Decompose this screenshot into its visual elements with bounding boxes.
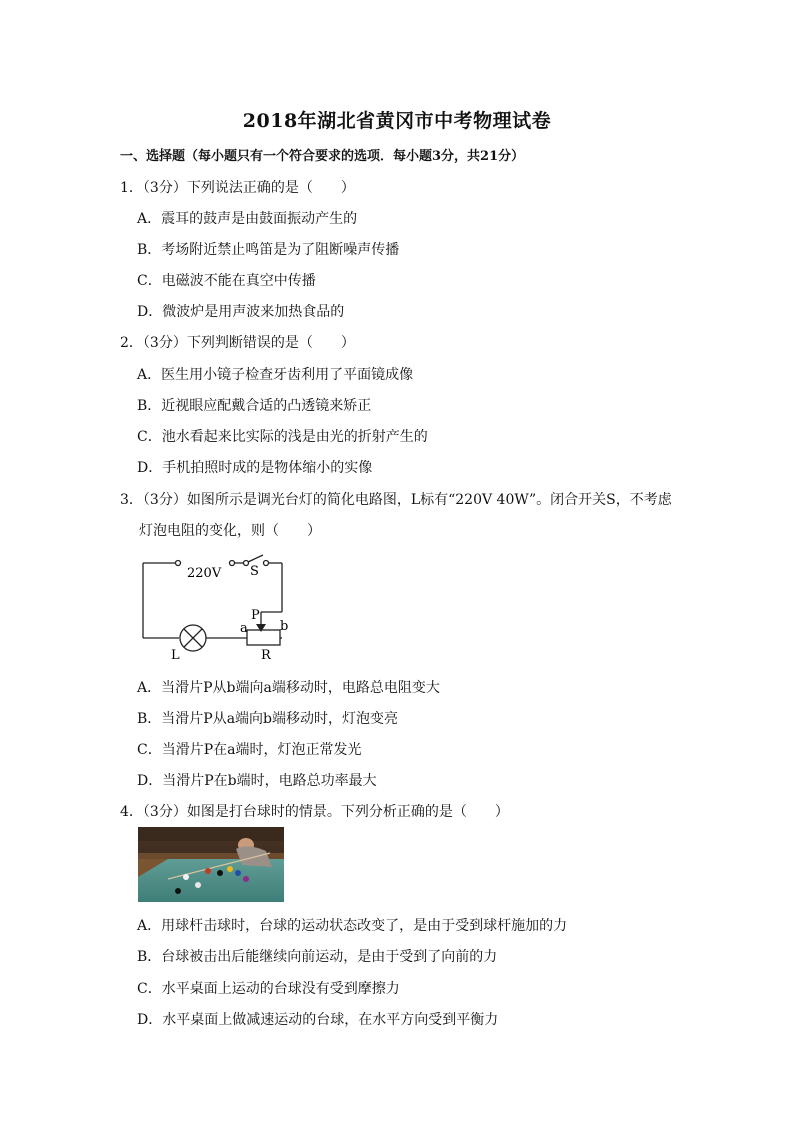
question-3-option-c: C．当滑片P在a端时，灯泡正常发光	[137, 742, 362, 758]
lamp-label: L	[171, 648, 180, 663]
question-3-option-d: D．当滑片P在b端时，电路总功率最大	[137, 773, 377, 789]
switch-label: S	[250, 564, 259, 579]
question-1-option-c: C．电磁波不能在真空中传播	[137, 273, 316, 289]
question-1-option-b: B．考场附近禁止鸣笛是为了阻断噪声传播	[137, 242, 400, 258]
question-1-option-a: A．震耳的鼓声是由鼓面振动产生的	[137, 211, 358, 227]
question-4-option-a: A．用球杆击球时，台球的运动状态改变了，是由于受到球杆施加的力	[137, 918, 568, 934]
question-1-stem: 1．（3分）下列说法正确的是（ ）	[120, 180, 355, 196]
question-2-option-a: A．医生用小镜子检查牙齿利用了平面镜成像	[137, 367, 414, 383]
circuit-diagram	[135, 550, 300, 665]
question-4-option-d: D．水平桌面上做减速运动的台球，在水平方向受到平衡力	[137, 1012, 499, 1028]
question-4-stem: 4．（3分）如图是打台球时的情景。下列分析正确的是（ ）	[120, 804, 509, 820]
question-2-option-b: B．近视眼应配戴合适的凸透镜来矫正	[137, 398, 372, 414]
question-3-option-b: B．当滑片P从a端向b端移动时，灯泡变亮	[137, 711, 399, 727]
end-a-label: a	[240, 621, 248, 636]
slider-label: P	[251, 608, 260, 623]
question-1-option-d: D．微波炉是用声波来加热食品的	[137, 304, 345, 320]
resistor-label: R	[261, 648, 271, 663]
end-b-label: b	[280, 619, 289, 634]
question-2-option-c: C．池水看起来比实际的浅是由光的折射产生的	[137, 429, 428, 445]
question-2-stem: 2．（3分）下列判断错误的是（ ）	[120, 335, 355, 351]
question-4-option-c: C．水平桌面上运动的台球没有受到摩擦力	[137, 981, 400, 997]
question-2-option-d: D．手机拍照时成的是物体缩小的实像	[137, 460, 373, 476]
section-heading: 一、选择题（每小题只有一个符合要求的选项．每小题3分，共21分）	[120, 149, 525, 164]
question-3-stem: 3．（3分）如图所示是调光台灯的简化电路图，L标有“220V 40W”。闭合开关S，不考虑	[120, 492, 672, 508]
question-3-stem-continued: 灯泡电阻的变化，则（ ）	[139, 523, 321, 539]
voltage-label: 220V	[187, 566, 222, 581]
question-3-option-a: A．当滑片P从b端向a端移动时，电路总电阻变大	[137, 680, 440, 696]
question-4-option-b: B．台球被击出后能继续向前运动，是由于受到了向前的力	[137, 949, 498, 965]
billiards-photo	[138, 827, 284, 902]
page-title: 2018年湖北省黄冈市中考物理试卷	[242, 110, 552, 132]
